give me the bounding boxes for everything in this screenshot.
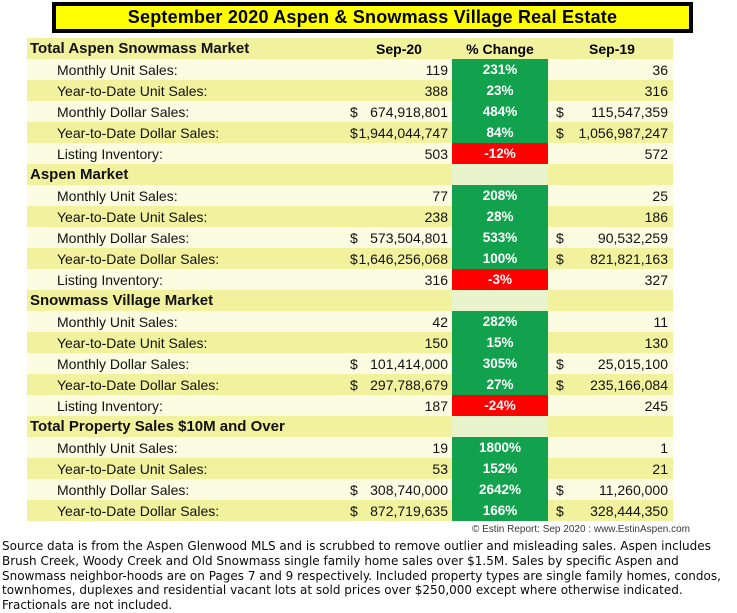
sep20-value: 1,944,044,747: [358, 124, 448, 141]
table-row: [27, 332, 673, 353]
section-title: Aspen Market: [30, 166, 129, 183]
sep19-cell: [548, 185, 673, 206]
currency-symbol: $: [350, 103, 358, 120]
sep19-cell: [548, 59, 673, 80]
table-row: [27, 59, 673, 80]
row-label: Monthly Unit Sales:: [57, 313, 178, 330]
sep20-value: 308,740,000: [370, 481, 448, 498]
sep19-value: 572: [644, 145, 668, 162]
currency-symbol: $: [556, 502, 564, 519]
sep19-cell: [548, 269, 673, 290]
currency-symbol: $: [556, 481, 564, 498]
currency-symbol: $: [350, 376, 358, 393]
table-row: [27, 353, 673, 374]
table-row: [27, 101, 673, 122]
section-title: Total Aspen Snowmass Market: [30, 40, 250, 57]
spacer-cell: [548, 164, 673, 185]
change-badge: -24%: [452, 395, 548, 416]
sep20-value: 503: [424, 145, 448, 162]
table-row: [27, 185, 673, 206]
sep19-value: 25,015,100: [597, 355, 668, 372]
sep19-value: 245: [644, 397, 668, 414]
row-label: Monthly Dollar Sales:: [57, 481, 190, 498]
row-label: Monthly Dollar Sales:: [57, 103, 190, 120]
table-row: [27, 479, 673, 500]
sep20-cell: [340, 227, 452, 248]
sep19-value: 316: [644, 82, 668, 99]
row-label: Year-to-Date Dollar Sales:: [57, 376, 220, 393]
change-badge: -12%: [452, 143, 548, 164]
sep20-value: 187: [424, 397, 448, 414]
source-note: Source data is from the Aspen Glenwood MLS and is scrubbed to remove outlier and misleading sales. Aspen includes Brush Creek, Woody Creek and Old Snowmass single family home sales over $1.5M. Sales by specific Aspen and Snowmass neighbor-hoods are on Pages 7 and 9 respectively. Included property types are single family homes, condos, townhomes, duplexes and residential vacant lots at sold prices over $250,000 except where otherwise indicated. Fractionals are not included.: [2, 539, 721, 613]
row-label: Monthly Dollar Sales:: [57, 229, 190, 246]
attribution-line: © Estin Report: Sep 2020 : www.EstinAspen.com: [471, 524, 690, 535]
row-label: Year-to-Date Dollar Sales:: [57, 502, 220, 519]
sep19-value: 1: [660, 439, 668, 456]
sep20-cell: [340, 185, 452, 206]
sep20-value: 297,788,679: [370, 376, 448, 393]
sep19-cell: [548, 80, 673, 101]
sep19-cell: [548, 101, 673, 122]
sep20-cell: [340, 353, 452, 374]
currency-symbol: $: [350, 355, 358, 372]
spacer-cell: [548, 416, 673, 437]
sep19-value: 821,821,163: [590, 250, 668, 267]
change-badge: 28%: [452, 206, 548, 227]
sep19-value: 1,056,987,247: [578, 124, 668, 141]
change-badge: 305%: [452, 353, 548, 374]
currency-symbol: $: [556, 250, 564, 267]
sep20-value: 1,646,256,068: [358, 250, 448, 267]
column-header: Sep-19: [589, 40, 635, 57]
sep19-value: 328,444,350: [590, 502, 668, 519]
report-title: September 2020 Aspen & Snowmass Village Real Estate: [52, 2, 693, 33]
sep20-value: 101,414,000: [370, 355, 448, 372]
table-row: [27, 458, 673, 479]
spacer-cell: [548, 290, 673, 311]
table-row: [27, 269, 673, 290]
sep19-value: 235,166,084: [590, 376, 668, 393]
sep19-value: 11,260,000: [598, 481, 668, 498]
sep20-value: 388: [424, 82, 448, 99]
sep20-value: 119: [425, 61, 448, 78]
table-row: [27, 374, 673, 395]
currency-symbol: $: [350, 229, 358, 246]
sep20-cell: [340, 437, 452, 458]
change-badge: 533%: [452, 227, 548, 248]
sep19-cell: [548, 479, 673, 500]
change-badge: 23%: [452, 80, 548, 101]
sep19-cell: [548, 500, 673, 521]
sep20-cell: [340, 122, 452, 143]
column-header: Sep-20: [376, 40, 422, 57]
section-title: Total Property Sales $10M and Over: [30, 418, 285, 435]
table-row: [27, 395, 673, 416]
sep20-cell: [340, 311, 452, 332]
sep20-cell: [340, 80, 452, 101]
sep20-value: 42: [432, 313, 448, 330]
change-badge: 15%: [452, 332, 548, 353]
column-header: % Change: [466, 40, 534, 57]
row-label: Year-to-Date Unit Sales:: [57, 460, 208, 477]
sep19-cell: [548, 227, 673, 248]
table-row: [27, 80, 673, 101]
sep19-cell: [548, 143, 673, 164]
sep19-cell: [548, 395, 673, 416]
table-row: [27, 227, 673, 248]
currency-symbol: $: [556, 229, 564, 246]
row-label: Year-to-Date Unit Sales:: [57, 208, 208, 225]
change-badge: -3%: [452, 269, 548, 290]
sep20-cell: [340, 374, 452, 395]
change-badge: 484%: [452, 101, 548, 122]
row-label: Monthly Unit Sales:: [57, 439, 178, 456]
change-badge: 1800%: [452, 437, 548, 458]
spacer-cell: [340, 164, 452, 185]
change-badge: 231%: [452, 59, 548, 80]
currency-symbol: $: [556, 103, 564, 120]
change-badge: 152%: [452, 458, 548, 479]
spacer-cell: [452, 416, 548, 437]
sep19-value: 130: [644, 334, 668, 351]
spacer-cell: [340, 290, 452, 311]
section-header-row: [27, 290, 673, 311]
market-table: [27, 38, 673, 521]
sep19-value: 327: [644, 271, 668, 288]
row-label: Listing Inventory:: [57, 145, 163, 162]
sep19-value: 115,547,359: [591, 103, 668, 120]
row-label: Monthly Unit Sales:: [57, 187, 178, 204]
section-header-row: [27, 164, 673, 185]
row-label: Year-to-Date Unit Sales:: [57, 82, 208, 99]
currency-symbol: $: [350, 250, 358, 267]
sep20-value: 77: [432, 187, 448, 204]
sep19-cell: [548, 311, 673, 332]
currency-symbol: $: [556, 355, 564, 372]
table-row: [27, 500, 673, 521]
sep20-cell: [340, 500, 452, 521]
sep19-value: 11: [653, 313, 668, 330]
sep20-cell: [340, 248, 452, 269]
sep20-cell: [340, 269, 452, 290]
currency-symbol: $: [556, 124, 564, 141]
currency-symbol: $: [350, 124, 358, 141]
sep19-value: 25: [652, 187, 668, 204]
table-row: [27, 122, 673, 143]
spacer-cell: [452, 164, 548, 185]
sep20-cell: [340, 395, 452, 416]
sep20-value: 19: [432, 439, 448, 456]
sep19-cell: [548, 353, 673, 374]
table-header-row: [27, 38, 673, 59]
sep19-cell: [548, 248, 673, 269]
currency-symbol: $: [556, 376, 564, 393]
row-label: Year-to-Date Dollar Sales:: [57, 250, 220, 267]
sep19-cell: [548, 122, 673, 143]
row-label: Listing Inventory:: [57, 397, 163, 414]
sep19-cell: [548, 206, 673, 227]
sep20-cell: [340, 101, 452, 122]
sep20-value: 872,719,635: [370, 502, 448, 519]
change-badge: 282%: [452, 311, 548, 332]
sep19-value: 186: [644, 208, 668, 225]
section-header-row: [27, 416, 673, 437]
table-row: [27, 311, 673, 332]
sep20-cell: [340, 458, 452, 479]
change-badge: 166%: [452, 500, 548, 521]
change-badge: 100%: [452, 248, 548, 269]
sep20-cell: [340, 479, 452, 500]
change-badge: 208%: [452, 185, 548, 206]
sep19-cell: [548, 332, 673, 353]
sep19-cell: [548, 374, 673, 395]
table-row: [27, 437, 673, 458]
spacer-cell: [452, 290, 548, 311]
sep20-cell: [340, 206, 452, 227]
sep19-value: 21: [652, 460, 668, 477]
sep20-value: 53: [432, 460, 448, 477]
currency-symbol: $: [350, 481, 358, 498]
sep20-cell: [340, 59, 452, 80]
sep20-cell: [340, 143, 452, 164]
row-label: Year-to-Date Unit Sales:: [57, 334, 208, 351]
sep20-value: 674,918,801: [370, 103, 448, 120]
sep20-value: 316: [424, 271, 448, 288]
row-label: Year-to-Date Dollar Sales:: [57, 124, 220, 141]
row-label: Monthly Dollar Sales:: [57, 355, 190, 372]
table-row: [27, 143, 673, 164]
section-title: Snowmass Village Market: [30, 292, 214, 309]
table-row: [27, 248, 673, 269]
currency-symbol: $: [350, 502, 358, 519]
change-badge: 2642%: [452, 479, 548, 500]
sep19-cell: [548, 458, 673, 479]
sep20-value: 238: [424, 208, 448, 225]
row-label: Monthly Unit Sales:: [57, 61, 178, 78]
table-row: [27, 206, 673, 227]
change-badge: 27%: [452, 374, 548, 395]
change-badge: 84%: [452, 122, 548, 143]
spacer-cell: [340, 416, 452, 437]
sep20-value: 150: [424, 334, 448, 351]
report-page: [0, 2, 737, 613]
sep20-cell: [340, 332, 452, 353]
sep20-value: 573,504,801: [370, 229, 448, 246]
row-label: Listing Inventory:: [57, 271, 163, 288]
sep19-value: 90,532,259: [597, 229, 668, 246]
sep19-value: 36: [652, 61, 668, 78]
sep19-cell: [548, 437, 673, 458]
